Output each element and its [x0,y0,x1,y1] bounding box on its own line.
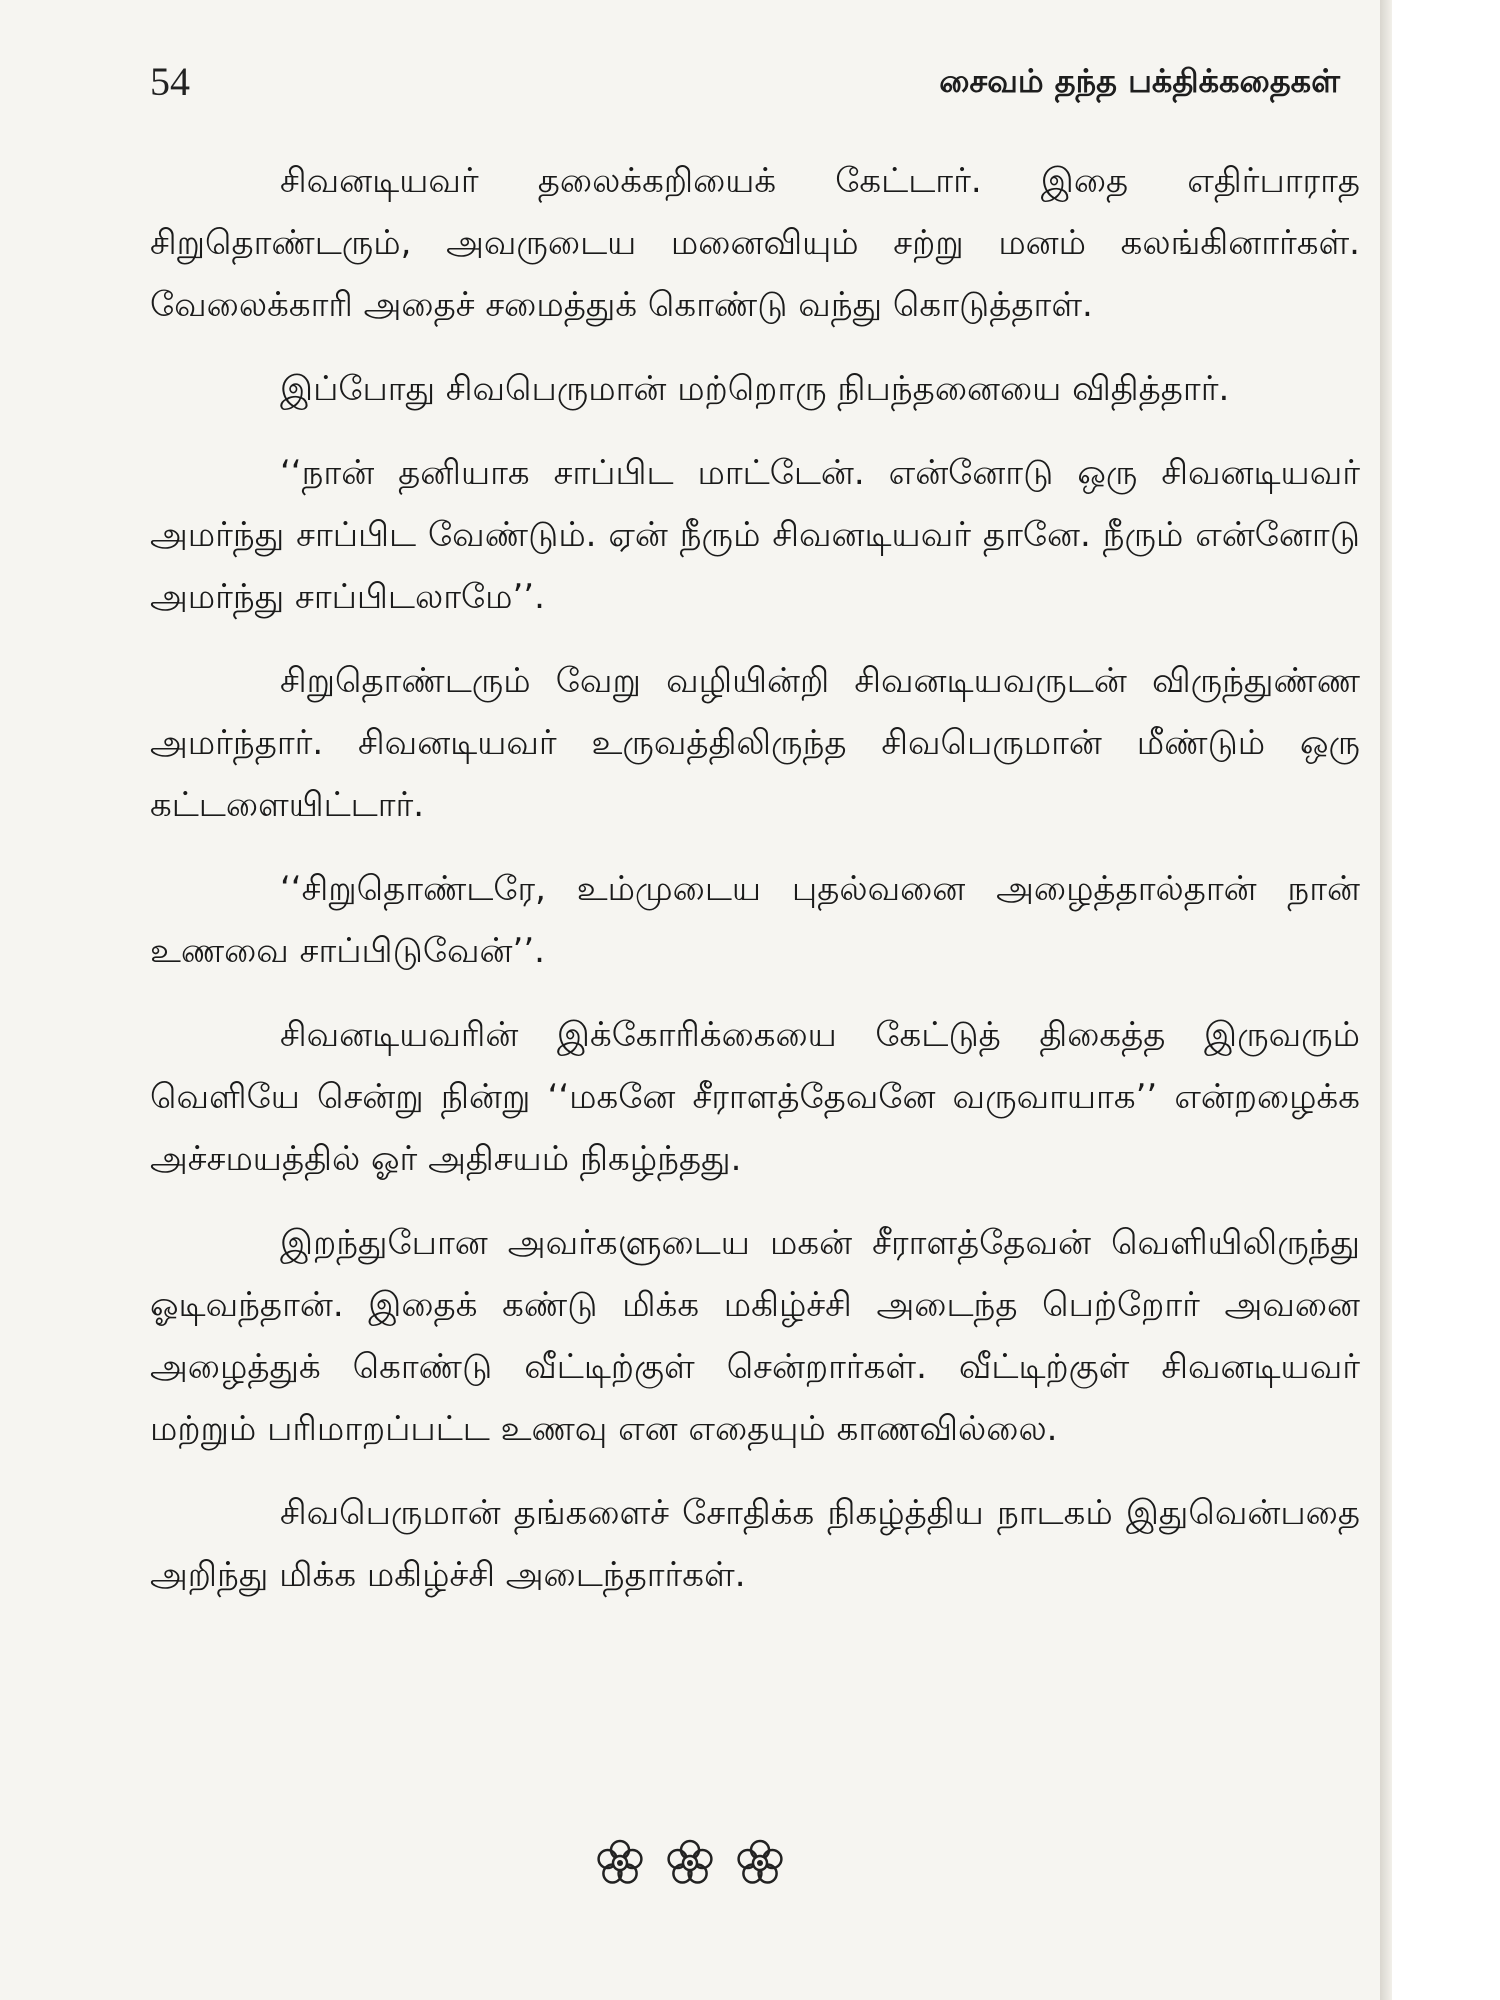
paragraph: சிறுதொண்டரும் வேறு வழியின்றி சிவனடியவருடன் விருந்துண்ண அமர்ந்தார். சிவனடியவர் உருவத்திலிருந்த சிவபெருமான் மீண்டும் ஒரு கட்டளையிட்டார். [150,661,1360,825]
page-header [150,58,1370,118]
section-end-ornament [0,1838,1380,1893]
paragraph: சிவனடியவர் தலைக்கறியைக் கேட்டார். இதை எதிர்பாராத சிறுதொண்டரும், அவருடைய மனைவியும் சற்று மனம் கலங்கினார்கள். வேலைக்காரி அதைச் சமைத்துக் கொண்டு வந்து கொடுத்தாள். [150,161,1360,325]
page-number: 54 [150,59,190,104]
body-text [150,150,1360,1628]
flower-ornament-icon [735,1838,785,1888]
paragraph: சிவபெருமான் தங்களைச் சோதிக்க நிகழ்த்திய நாடகம் இதுவென்பதை அறிந்து மிக்க மகிழ்ச்சி அடைந்தார்கள். [150,1493,1360,1595]
paragraph: ‘‘நான் தனியாக சாப்பிட மாட்டேன். என்னோடு ஒரு சிவனடியவர் அமர்ந்து சாப்பிட வேண்டும். ஏன் நீரும் சிவனடியவர் தானே. நீரும் என்னோடு அமர்ந்து சாப்பிடலாமே’’. [150,453,1360,617]
paragraph: சிவனடியவரின் இக்கோரிக்கையை கேட்டுத் திகைத்த இருவரும் வெளியே சென்று நின்று ‘‘மகனே சீராளத்தேவனே வருவாயாக’’ என்றழைக்க அச்சமயத்தில் ஓர் அதிசயம் நிகழ்ந்தது. [150,1015,1360,1179]
paragraph: ‘‘சிறுதொண்டரே, உம்முடைய புதல்வனை அழைத்தால்தான் நான் உணவை சாப்பிடுவேன்’’. [150,869,1360,971]
flower-ornament-icon [595,1838,645,1888]
paragraph: இப்போது சிவபெருமான் மற்றொரு நிபந்தனையை விதித்தார். [280,369,1230,409]
flower-ornament-icon [665,1838,715,1888]
running-title: சைவம் தந்த பக்திக்கதைகள் [939,62,1340,100]
paragraph: இறந்துபோன அவர்களுடைய மகன் சீராளத்தேவன் வெளியிலிருந்து ஓடிவந்தான். இதைக் கண்டு மிக்க மகிழ்ச்சி அடைந்த பெற்றோர் அவனை அழைத்துக் கொண்டு வீட்டிற்குள் சென்றார்கள். வீட்டிற்குள் சிவனடியவர் மற்றும் பரிமாறப்பட்ட உணவு என எதையும் காணவில்லை. [150,1223,1360,1449]
page-edge-shadow [1380,0,1392,2000]
